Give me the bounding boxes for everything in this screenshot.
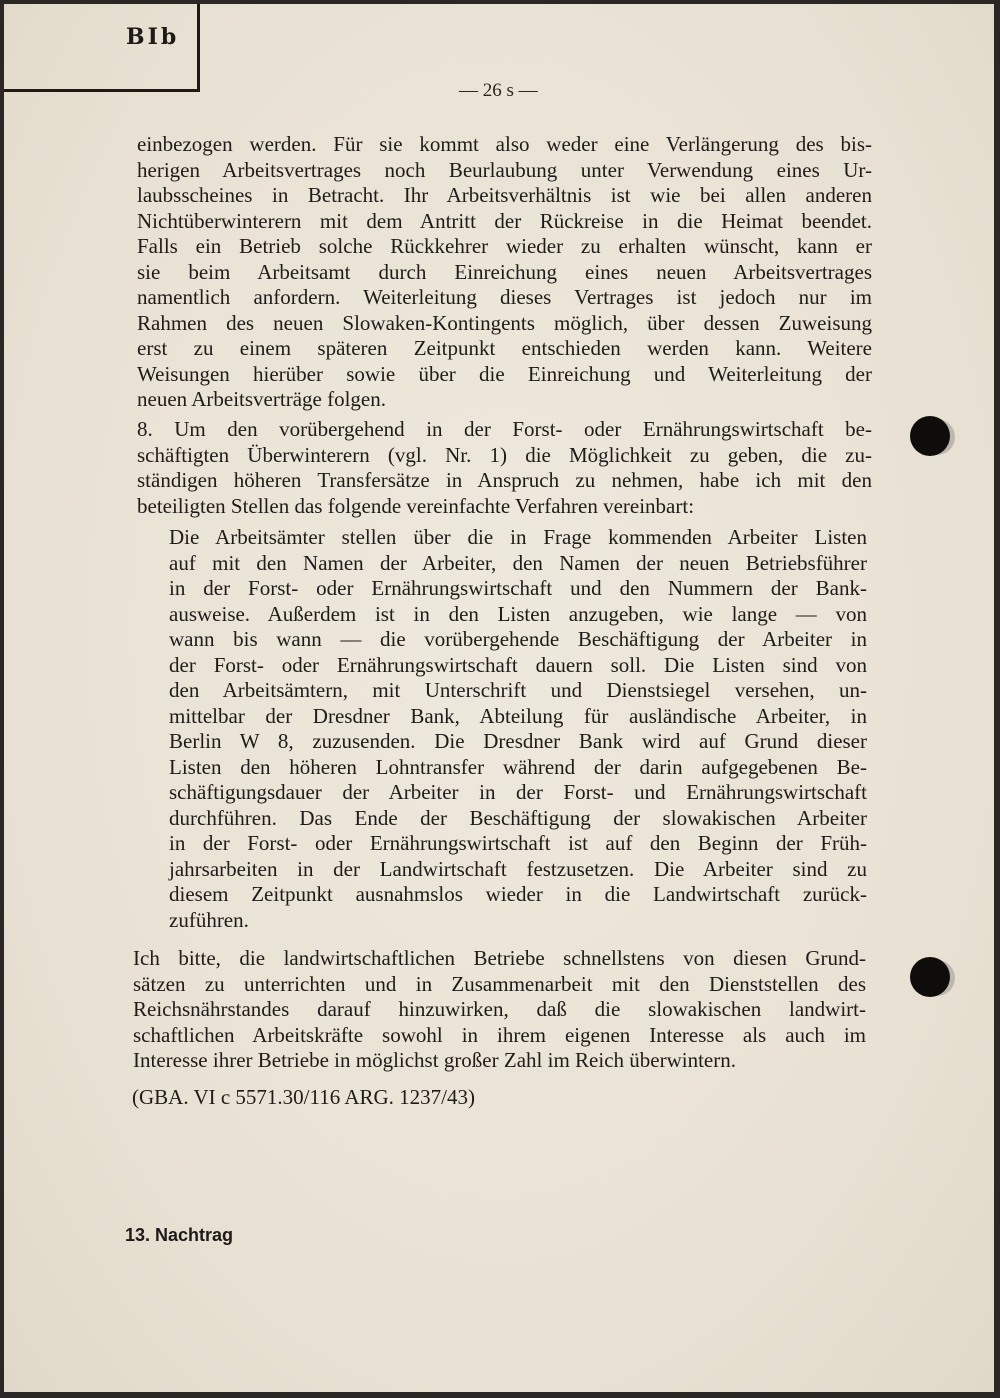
paragraph-procedure	[169, 525, 867, 933]
text-line: jahrsarbeiten in der Landwirtschaft festzusetzen. Die Arbeiter sind zu	[169, 856, 867, 881]
text-line: 8. Um den vorübergehend in der Forst- oder Ernährungswirtschaft be-	[137, 417, 872, 441]
text-line: erst zu einem späteren Zeitpunkt entschieden werden kann. Weitere	[137, 336, 872, 360]
text-line: in der Forst- oder Ernährungswirtschaft ist auf den Beginn der Früh-	[169, 831, 867, 855]
text-line: der Forst- oder Ernährungswirtschaft dauern soll. Die Listen sind von	[169, 652, 867, 677]
text-line: Berlin W 8, zuzusenden. Die Dresdner Bank wird auf Grund dieser	[169, 729, 867, 753]
text-line: einbezogen werden. Für sie kommt also weder eine Verlängerung des bis-	[137, 132, 872, 156]
text-line: Interesse ihrer Betriebe in möglichst großer Zahl im Reich überwintern.	[133, 1048, 736, 1072]
text-line: Ich bitte, die landwirtschaftlichen Betriebe schnellstens von diesen Grund-	[133, 946, 866, 970]
page-number: — 26 s —	[459, 80, 538, 101]
text-line: durchführen. Das Ende der Beschäftigung der slowakischen Arbeiter	[169, 805, 867, 830]
text-line: schaftlichen Arbeitskräfte sowohl in ihrem eigenen Interesse als auch im	[133, 1022, 866, 1047]
text-line: neuen Arbeitsverträge folgen.	[137, 387, 386, 411]
text-line: Die Arbeitsämter stellen über die in Frage kommenden Arbeiter Listen	[169, 525, 867, 549]
paragraph-continuation	[137, 132, 872, 413]
text-line: auf mit den Namen der Arbeiter, den Namen der neuen Betriebsführer	[169, 550, 867, 575]
text-line: beteiligten Stellen das folgende vereinfachte Verfahren vereinbart:	[137, 493, 695, 518]
text-line: wann bis wann — die vorübergehende Beschäftigung der Arbeiter in	[169, 627, 867, 651]
text-line: mittelbar der Dresdner Bank, Abteilung für ausländische Arbeiter, in	[169, 703, 867, 728]
text-line: diesem Zeitpunkt ausnahmslos wieder in die Landwirtschaft zurück-	[169, 882, 867, 906]
text-line: zuführen.	[169, 907, 249, 932]
text-line: in der Forst- oder Ernährungswirtschaft und den Nummern der Bank-	[169, 576, 867, 600]
paragraph-item-8	[137, 417, 872, 519]
document-page	[4, 4, 994, 1392]
reference-number: (GBA. VI c 5571.30/116 ARG. 1237/43)	[132, 1085, 475, 1109]
punch-hole-bottom	[910, 957, 950, 997]
text-line: laubsscheines in Betracht. Ihr Arbeitsverhältnis ist wie bei allen anderen	[137, 183, 872, 207]
text-line: namentlich anfordern. Weiterleitung dieses Vertrages ist jedoch nur im	[137, 285, 872, 309]
text-line: herigen Arbeitsvertrages noch Beurlaubung unter Verwendung eines Ur-	[137, 157, 872, 182]
text-line: Weisungen hierüber sowie über die Einreichung und Weiterleitung der	[137, 361, 872, 386]
section-code: BIb	[126, 24, 180, 50]
text-line: Reichsnährstandes darauf hinzuwirken, daß die slowakischen landwirt-	[133, 997, 866, 1021]
text-line: Rahmen des neuen Slowaken-Kontingents möglich, über dessen Zuweisung	[137, 310, 872, 335]
text-line: schäftigten Überwinterern (vgl. Nr. 1) die Möglichkeit zu geben, die zu-	[137, 442, 872, 467]
punch-hole-top	[910, 416, 950, 456]
text-line: den Arbeitsämtern, mit Unterschrift und Dienstsiegel versehen, un-	[169, 678, 867, 702]
text-line: ausweise. Außerdem ist in den Listen anzugeben, wie lange — von	[169, 601, 867, 626]
text-line: Nichtüberwinterern mit dem Antritt der Rückreise in die Heimat beendet.	[137, 208, 872, 233]
text-line: schäftigungsdauer der Arbeiter in der Forst- und Ernährungswirtschaft	[169, 780, 867, 804]
text-line: Falls ein Betrieb solche Rückkehrer wieder zu erhalten wünscht, kann er	[137, 234, 872, 258]
supplement-label: 13. Nachtrag	[125, 1225, 234, 1245]
paragraph-closing	[133, 946, 866, 1074]
text-line: ständigen höheren Transfersätze in Anspruch zu nehmen, habe ich mit den	[137, 468, 872, 492]
text-line: sie beim Arbeitsamt durch Einreichung eines neuen Arbeitsvertrages	[137, 259, 872, 284]
text-line: sätzen zu unterrichten und in Zusammenarbeit mit den Dienststellen des	[133, 971, 866, 996]
text-line: Listen den höheren Lohntransfer während der darin aufgegebenen Be-	[169, 754, 867, 779]
